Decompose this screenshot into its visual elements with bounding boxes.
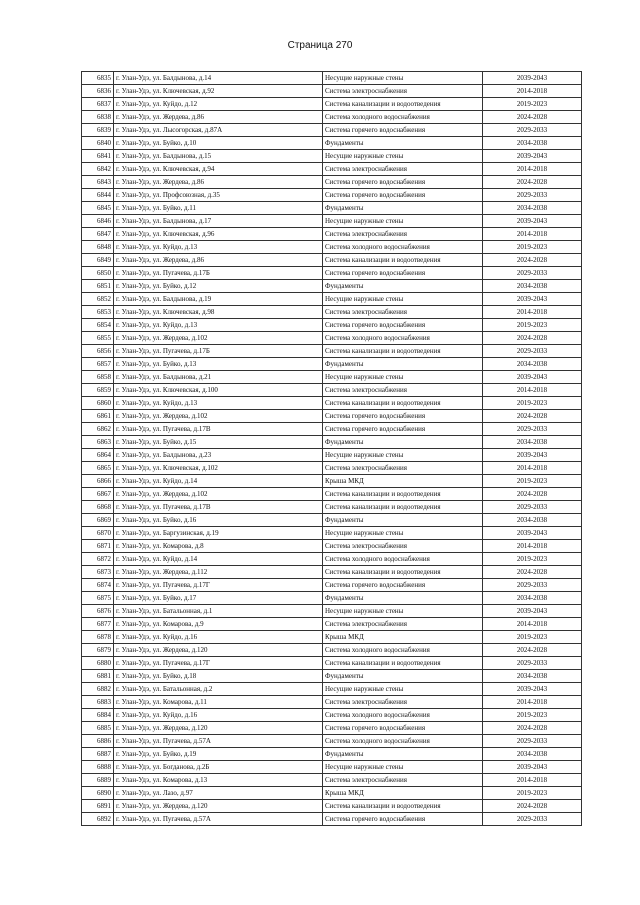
period-cell: 2029-2033 (483, 345, 582, 358)
work-type-cell: Система горячего водоснабжения (323, 319, 483, 332)
address-cell: г. Улан-Удэ, ул. Ключевская, д.100 (114, 384, 323, 397)
table-row (82, 813, 582, 826)
period-cell: 2014-2018 (483, 696, 582, 709)
period-cell: 2019-2023 (483, 631, 582, 644)
work-type-cell: Несущие наружные стены (323, 215, 483, 228)
table-row (82, 111, 582, 124)
work-type-cell: Несущие наружные стены (323, 527, 483, 540)
period-cell: 2024-2028 (483, 566, 582, 579)
period-cell: 2029-2033 (483, 267, 582, 280)
address-cell: г. Улан-Удэ, ул. Куйдо, д.14 (114, 475, 323, 488)
row-number-cell: 6857 (82, 358, 114, 371)
period-cell: 2014-2018 (483, 228, 582, 241)
period-cell: 2034-2038 (483, 514, 582, 527)
table-row (82, 202, 582, 215)
row-number-cell: 6871 (82, 540, 114, 553)
work-type-cell: Система электроснабжения (323, 163, 483, 176)
work-type-cell: Система горячего водоснабжения (323, 176, 483, 189)
address-cell: г. Улан-Удэ, ул. Пугачева, д.17В (114, 423, 323, 436)
period-cell: 2039-2043 (483, 150, 582, 163)
work-type-cell: Система электроснабжения (323, 774, 483, 787)
table-row (82, 501, 582, 514)
period-cell: 2029-2033 (483, 579, 582, 592)
row-number-cell: 6878 (82, 631, 114, 644)
period-cell: 2034-2038 (483, 436, 582, 449)
work-type-cell: Фундаменты (323, 137, 483, 150)
address-cell: г. Улан-Удэ, ул. Профсоюзная, д.35 (114, 189, 323, 202)
work-type-cell: Фундаменты (323, 202, 483, 215)
period-cell: 2014-2018 (483, 462, 582, 475)
work-type-cell: Система канализации и водоотведения (323, 501, 483, 514)
work-type-cell: Крыша МКД (323, 475, 483, 488)
row-number-cell: 6853 (82, 306, 114, 319)
row-number-cell: 6840 (82, 137, 114, 150)
period-cell: 2014-2018 (483, 540, 582, 553)
work-type-cell: Система электроснабжения (323, 618, 483, 631)
address-cell: г. Улан-Удэ, ул. Батальонная, д.1 (114, 605, 323, 618)
work-type-cell: Система электроснабжения (323, 696, 483, 709)
row-number-cell: 6861 (82, 410, 114, 423)
period-cell: 2019-2023 (483, 553, 582, 566)
row-number-cell: 6848 (82, 241, 114, 254)
row-number-cell: 6888 (82, 761, 114, 774)
period-cell: 2039-2043 (483, 449, 582, 462)
row-number-cell: 6885 (82, 722, 114, 735)
table-row (82, 319, 582, 332)
table-row (82, 436, 582, 449)
row-number-cell: 6838 (82, 111, 114, 124)
row-number-cell: 6867 (82, 488, 114, 501)
address-cell: г. Улан-Удэ, ул. Комарова, д.8 (114, 540, 323, 553)
work-type-cell: Система горячего водоснабжения (323, 189, 483, 202)
period-cell: 2024-2028 (483, 410, 582, 423)
address-cell: г. Улан-Удэ, ул. Батальонная, д.2 (114, 683, 323, 696)
row-number-cell: 6873 (82, 566, 114, 579)
address-cell: г. Улан-Удэ, ул. Ключевская, д.102 (114, 462, 323, 475)
work-type-cell: Система горячего водоснабжения (323, 410, 483, 423)
period-cell: 2039-2043 (483, 761, 582, 774)
address-cell: г. Улан-Удэ, ул. Пугачева, д.17Г (114, 579, 323, 592)
period-cell: 2014-2018 (483, 618, 582, 631)
period-cell: 2029-2033 (483, 189, 582, 202)
work-type-cell: Фундаменты (323, 358, 483, 371)
address-cell: г. Улан-Удэ, ул. Ключевская, д.92 (114, 85, 323, 98)
table-row (82, 358, 582, 371)
row-number-cell: 6850 (82, 267, 114, 280)
address-cell: г. Улан-Удэ, ул. Куйдо, д.13 (114, 319, 323, 332)
period-cell: 2039-2043 (483, 371, 582, 384)
register-table-body (82, 72, 582, 826)
row-number-cell: 6884 (82, 709, 114, 722)
row-number-cell: 6856 (82, 345, 114, 358)
table-row (82, 696, 582, 709)
table-row (82, 618, 582, 631)
work-type-cell: Несущие наружные стены (323, 761, 483, 774)
row-number-cell: 6854 (82, 319, 114, 332)
table-row (82, 787, 582, 800)
table-row (82, 449, 582, 462)
period-cell: 2024-2028 (483, 254, 582, 267)
address-cell: г. Улан-Удэ, ул. Пугачева, д.17Б (114, 267, 323, 280)
work-type-cell: Система канализации и водоотведения (323, 657, 483, 670)
table-row (82, 410, 582, 423)
address-cell: г. Улан-Удэ, ул. Жердева, д.112 (114, 566, 323, 579)
row-number-cell: 6855 (82, 332, 114, 345)
work-type-cell: Система канализации и водоотведения (323, 397, 483, 410)
row-number-cell: 6876 (82, 605, 114, 618)
row-number-cell: 6837 (82, 98, 114, 111)
work-type-cell: Несущие наружные стены (323, 293, 483, 306)
row-number-cell: 6863 (82, 436, 114, 449)
period-cell: 2019-2023 (483, 241, 582, 254)
address-cell: г. Улан-Удэ, ул. Жердева, д.102 (114, 410, 323, 423)
work-type-cell: Система горячего водоснабжения (323, 579, 483, 592)
row-number-cell: 6889 (82, 774, 114, 787)
table-row (82, 527, 582, 540)
address-cell: г. Улан-Удэ, ул. Балдынова, д.14 (114, 72, 323, 85)
row-number-cell: 6852 (82, 293, 114, 306)
table-row (82, 306, 582, 319)
period-cell: 2034-2038 (483, 202, 582, 215)
work-type-cell: Система горячего водоснабжения (323, 423, 483, 436)
row-number-cell: 6868 (82, 501, 114, 514)
work-type-cell: Система канализации и водоотведения (323, 488, 483, 501)
period-cell: 2029-2033 (483, 657, 582, 670)
work-type-cell: Фундаменты (323, 514, 483, 527)
period-cell: 2014-2018 (483, 85, 582, 98)
row-number-cell: 6874 (82, 579, 114, 592)
period-cell: 2034-2038 (483, 358, 582, 371)
period-cell: 2019-2023 (483, 98, 582, 111)
table-row (82, 644, 582, 657)
row-number-cell: 6864 (82, 449, 114, 462)
table-row (82, 657, 582, 670)
address-cell: г. Улан-Удэ, ул. Ключевская, д.96 (114, 228, 323, 241)
table-row (82, 475, 582, 488)
row-number-cell: 6883 (82, 696, 114, 709)
work-type-cell: Система холодного водоснабжения (323, 644, 483, 657)
period-cell: 2014-2018 (483, 384, 582, 397)
address-cell: г. Улан-Удэ, ул. Буйко, д.17 (114, 592, 323, 605)
address-cell: г. Улан-Удэ, ул. Комарова, д.9 (114, 618, 323, 631)
work-type-cell: Несущие наружные стены (323, 605, 483, 618)
table-row (82, 462, 582, 475)
work-type-cell: Фундаменты (323, 670, 483, 683)
period-cell: 2039-2043 (483, 293, 582, 306)
table-row (82, 267, 582, 280)
period-cell: 2029-2033 (483, 813, 582, 826)
row-number-cell: 6881 (82, 670, 114, 683)
period-cell: 2019-2023 (483, 475, 582, 488)
address-cell: г. Улан-Удэ, ул. Балдынова, д.15 (114, 150, 323, 163)
period-cell: 2019-2023 (483, 397, 582, 410)
address-cell: г. Улан-Удэ, ул. Балдынова, д.19 (114, 293, 323, 306)
work-type-cell: Система канализации и водоотведения (323, 800, 483, 813)
table-row (82, 241, 582, 254)
address-cell: г. Улан-Удэ, ул. Буйко, д.19 (114, 748, 323, 761)
period-cell: 2034-2038 (483, 592, 582, 605)
address-cell: г. Улан-Удэ, ул. Буйко, д.15 (114, 436, 323, 449)
work-type-cell: Несущие наружные стены (323, 449, 483, 462)
work-type-cell: Фундаменты (323, 748, 483, 761)
address-cell: г. Улан-Удэ, ул. Жердева, д.120 (114, 644, 323, 657)
work-type-cell: Система электроснабжения (323, 85, 483, 98)
table-row (82, 566, 582, 579)
work-type-cell: Фундаменты (323, 592, 483, 605)
table-row (82, 98, 582, 111)
table-row (82, 735, 582, 748)
work-type-cell: Система холодного водоснабжения (323, 332, 483, 345)
table-row (82, 670, 582, 683)
register-table (81, 71, 582, 826)
work-type-cell: Система холодного водоснабжения (323, 735, 483, 748)
work-type-cell: Система канализации и водоотведения (323, 98, 483, 111)
table-row (82, 163, 582, 176)
period-cell: 2024-2028 (483, 176, 582, 189)
table-row (82, 397, 582, 410)
period-cell: 2034-2038 (483, 280, 582, 293)
table-row (82, 540, 582, 553)
table-row (82, 488, 582, 501)
row-number-cell: 6886 (82, 735, 114, 748)
work-type-cell: Крыша МКД (323, 631, 483, 644)
table-row (82, 176, 582, 189)
work-type-cell: Несущие наружные стены (323, 72, 483, 85)
row-number-cell: 6870 (82, 527, 114, 540)
table-row (82, 293, 582, 306)
row-number-cell: 6836 (82, 85, 114, 98)
period-cell: 2039-2043 (483, 683, 582, 696)
address-cell: г. Улан-Удэ, ул. Куйдо, д.14 (114, 553, 323, 566)
work-type-cell: Крыша МКД (323, 787, 483, 800)
row-number-cell: 6887 (82, 748, 114, 761)
period-cell: 2019-2023 (483, 319, 582, 332)
row-number-cell: 6865 (82, 462, 114, 475)
row-number-cell: 6845 (82, 202, 114, 215)
row-number-cell: 6846 (82, 215, 114, 228)
period-cell: 2024-2028 (483, 800, 582, 813)
period-cell: 2024-2028 (483, 111, 582, 124)
address-cell: г. Улан-Удэ, ул. Буйко, д.13 (114, 358, 323, 371)
address-cell: г. Улан-Удэ, ул. Комарова, д.13 (114, 774, 323, 787)
period-cell: 2034-2038 (483, 748, 582, 761)
address-cell: г. Улан-Удэ, ул. Пугачева, д.17В (114, 501, 323, 514)
table-row (82, 514, 582, 527)
work-type-cell: Фундаменты (323, 436, 483, 449)
work-type-cell: Система горячего водоснабжения (323, 124, 483, 137)
address-cell: г. Улан-Удэ, ул. Куйдо, д.12 (114, 98, 323, 111)
row-number-cell: 6851 (82, 280, 114, 293)
table-row (82, 189, 582, 202)
address-cell: г. Улан-Удэ, ул. Жердева, д.86 (114, 254, 323, 267)
period-cell: 2014-2018 (483, 163, 582, 176)
period-cell: 2029-2033 (483, 124, 582, 137)
work-type-cell: Система электроснабжения (323, 462, 483, 475)
row-number-cell: 6859 (82, 384, 114, 397)
work-type-cell: Система электроснабжения (323, 306, 483, 319)
table-row (82, 709, 582, 722)
row-number-cell: 6843 (82, 176, 114, 189)
address-cell: г. Улан-Удэ, ул. Буйко, д.11 (114, 202, 323, 215)
address-cell: г. Улан-Удэ, ул. Лазо, д.97 (114, 787, 323, 800)
table-row (82, 228, 582, 241)
row-number-cell: 6890 (82, 787, 114, 800)
period-cell: 2029-2033 (483, 501, 582, 514)
work-type-cell: Система горячего водоснабжения (323, 267, 483, 280)
row-number-cell: 6875 (82, 592, 114, 605)
table-row (82, 124, 582, 137)
address-cell: г. Улан-Удэ, ул. Комарова, д.11 (114, 696, 323, 709)
work-type-cell: Система холодного водоснабжения (323, 241, 483, 254)
table-row (82, 150, 582, 163)
address-cell: г. Улан-Удэ, ул. Буйко, д.16 (114, 514, 323, 527)
address-cell: г. Улан-Удэ, ул. Пугачева, д.57А (114, 735, 323, 748)
work-type-cell: Система горячего водоснабжения (323, 813, 483, 826)
address-cell: г. Улан-Удэ, ул. Богданова, д.2Б (114, 761, 323, 774)
address-cell: г. Улан-Удэ, ул. Пугачева, д.17Г (114, 657, 323, 670)
table-row (82, 345, 582, 358)
address-cell: г. Улан-Удэ, ул. Жердева, д.120 (114, 800, 323, 813)
row-number-cell: 6841 (82, 150, 114, 163)
address-cell: г. Улан-Удэ, ул. Балдынова, д.17 (114, 215, 323, 228)
period-cell: 2039-2043 (483, 605, 582, 618)
row-number-cell: 6879 (82, 644, 114, 657)
address-cell: г. Улан-Удэ, ул. Куйдо, д.13 (114, 241, 323, 254)
table-row (82, 683, 582, 696)
work-type-cell: Система канализации и водоотведения (323, 254, 483, 267)
work-type-cell: Система горячего водоснабжения (323, 722, 483, 735)
work-type-cell: Несущие наружные стены (323, 371, 483, 384)
address-cell: г. Улан-Удэ, ул. Буйко, д.10 (114, 137, 323, 150)
row-number-cell: 6847 (82, 228, 114, 241)
table-row (82, 137, 582, 150)
work-type-cell: Несущие наружные стены (323, 150, 483, 163)
work-type-cell: Система холодного водоснабжения (323, 553, 483, 566)
address-cell: г. Улан-Удэ, ул. Баргузинская, д.19 (114, 527, 323, 540)
row-number-cell: 6849 (82, 254, 114, 267)
address-cell: г. Улан-Удэ, ул. Буйко, д.12 (114, 280, 323, 293)
address-cell: г. Улан-Удэ, ул. Балдынова, д.21 (114, 371, 323, 384)
table-row (82, 605, 582, 618)
table-row (82, 748, 582, 761)
table-row (82, 371, 582, 384)
table-row (82, 774, 582, 787)
page-title: Страница 270 (287, 40, 353, 51)
table-row (82, 579, 582, 592)
table-row (82, 800, 582, 813)
table-row (82, 592, 582, 605)
address-cell: г. Улан-Удэ, ул. Куйдо, д.13 (114, 397, 323, 410)
period-cell: 2039-2043 (483, 215, 582, 228)
period-cell: 2014-2018 (483, 774, 582, 787)
row-number-cell: 6866 (82, 475, 114, 488)
row-number-cell: 6880 (82, 657, 114, 670)
address-cell: г. Улан-Удэ, ул. Жердева, д.86 (114, 111, 323, 124)
address-cell: г. Улан-Удэ, ул. Ключевская, д.98 (114, 306, 323, 319)
address-cell: г. Улан-Удэ, ул. Буйко, д.18 (114, 670, 323, 683)
work-type-cell: Система холодного водоснабжения (323, 709, 483, 722)
row-number-cell: 6872 (82, 553, 114, 566)
row-number-cell: 6860 (82, 397, 114, 410)
address-cell: г. Улан-Удэ, ул. Ключевская, д.94 (114, 163, 323, 176)
table-row (82, 384, 582, 397)
address-cell: г. Улан-Удэ, ул. Пугачева, д.17Б (114, 345, 323, 358)
row-number-cell: 6891 (82, 800, 114, 813)
row-number-cell: 6869 (82, 514, 114, 527)
period-cell: 2034-2038 (483, 137, 582, 150)
period-cell: 2039-2043 (483, 72, 582, 85)
table-row (82, 761, 582, 774)
address-cell: г. Улан-Удэ, ул. Пугачева, д.57А (114, 813, 323, 826)
address-cell: г. Улан-Удэ, ул. Лысогорская, д.87А (114, 124, 323, 137)
work-type-cell: Система электроснабжения (323, 384, 483, 397)
row-number-cell: 6842 (82, 163, 114, 176)
work-type-cell: Система электроснабжения (323, 540, 483, 553)
table-row (82, 85, 582, 98)
row-number-cell: 6892 (82, 813, 114, 826)
period-cell: 2019-2023 (483, 709, 582, 722)
period-cell: 2029-2033 (483, 423, 582, 436)
period-cell: 2019-2023 (483, 787, 582, 800)
period-cell: 2034-2038 (483, 670, 582, 683)
period-cell: 2024-2028 (483, 722, 582, 735)
row-number-cell: 6877 (82, 618, 114, 631)
row-number-cell: 6835 (82, 72, 114, 85)
work-type-cell: Система электроснабжения (323, 228, 483, 241)
table-row (82, 72, 582, 85)
row-number-cell: 6862 (82, 423, 114, 436)
row-number-cell: 6844 (82, 189, 114, 202)
work-type-cell: Система канализации и водоотведения (323, 345, 483, 358)
row-number-cell: 6839 (82, 124, 114, 137)
period-cell: 2024-2028 (483, 332, 582, 345)
table-row (82, 631, 582, 644)
address-cell: г. Улан-Удэ, ул. Жердева, д.120 (114, 722, 323, 735)
address-cell: г. Улан-Удэ, ул. Куйдо, д.16 (114, 631, 323, 644)
row-number-cell: 6882 (82, 683, 114, 696)
work-type-cell: Фундаменты (323, 280, 483, 293)
period-cell: 2014-2018 (483, 306, 582, 319)
work-type-cell: Несущие наружные стены (323, 683, 483, 696)
period-cell: 2029-2033 (483, 735, 582, 748)
period-cell: 2024-2028 (483, 644, 582, 657)
table-row (82, 722, 582, 735)
work-type-cell: Система канализации и водоотведения (323, 566, 483, 579)
address-cell: г. Улан-Удэ, ул. Жердева, д.86 (114, 176, 323, 189)
address-cell: г. Улан-Удэ, ул. Куйдо, д.16 (114, 709, 323, 722)
table-row (82, 332, 582, 345)
row-number-cell: 6858 (82, 371, 114, 384)
table-row (82, 215, 582, 228)
work-type-cell: Система холодного водоснабжения (323, 111, 483, 124)
address-cell: г. Улан-Удэ, ул. Балдынова, д.23 (114, 449, 323, 462)
period-cell: 2039-2043 (483, 527, 582, 540)
address-cell: г. Улан-Удэ, ул. Жердева, д.102 (114, 332, 323, 345)
table-row (82, 553, 582, 566)
table-row (82, 254, 582, 267)
table-row (82, 423, 582, 436)
address-cell: г. Улан-Удэ, ул. Жердева, д.102 (114, 488, 323, 501)
period-cell: 2024-2028 (483, 488, 582, 501)
table-row (82, 280, 582, 293)
